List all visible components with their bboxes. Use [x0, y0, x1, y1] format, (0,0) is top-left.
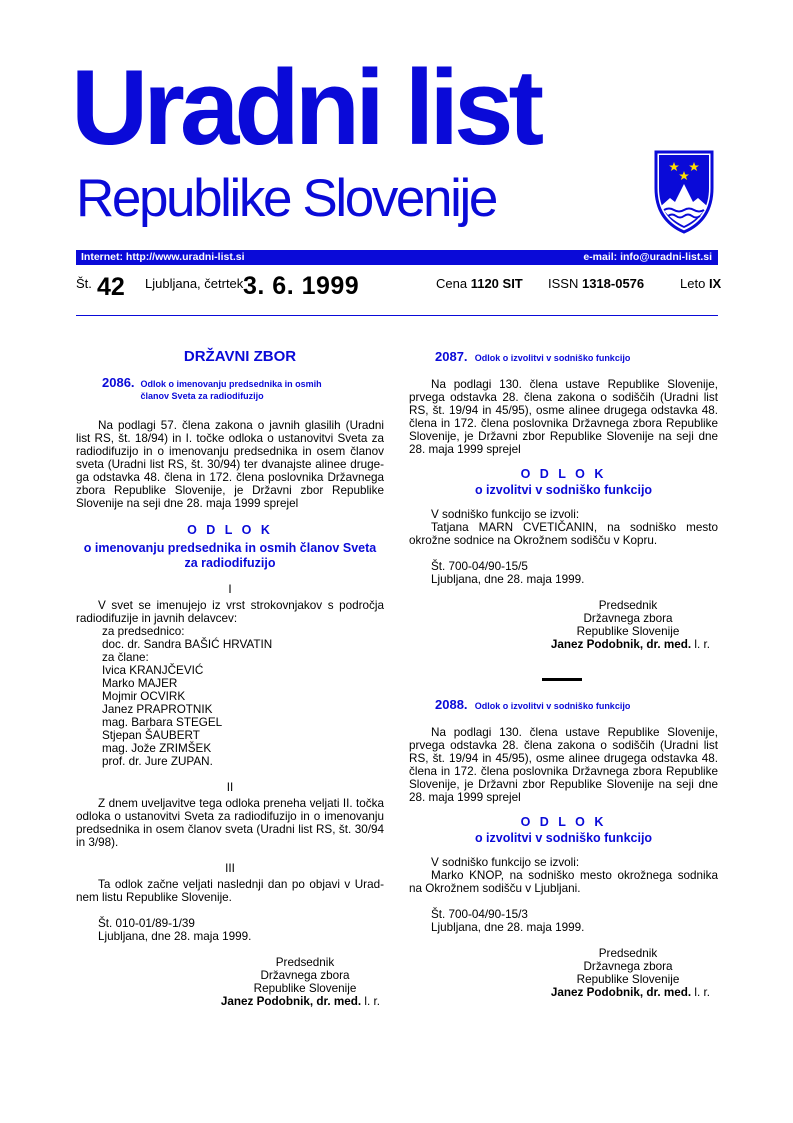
appointee-line: prof. dr. Jure ZUPAN. [102, 755, 213, 768]
roman-2: II [226, 781, 234, 794]
sig-title-2: Državnega zbora [583, 612, 673, 625]
appointee-list [102, 625, 384, 768]
appointee-line: mag. Jože ZRIMŠEK [102, 742, 212, 755]
sig-title-1: Predsednik [598, 947, 658, 960]
price-label: Cena [436, 276, 468, 291]
appointee-line: Mojmir OCVIRK [102, 690, 186, 703]
issn-label: ISSN [548, 276, 579, 291]
right-column-lower [409, 698, 718, 999]
doc-2088-place-date: Ljubljana, dne 28. maja 1999. [431, 921, 585, 934]
doc-2086-p3: Ta odlok začne veljati naslednji dan po objavi v Uradnem listu Republike Slovenije. [76, 878, 384, 904]
issue-st-label: Št. [76, 276, 92, 291]
appointee-line: Marko MAJER [102, 677, 178, 690]
issue-price [436, 276, 523, 291]
header-rule [76, 315, 718, 316]
doc-2088-odlok: O D L O K [520, 815, 607, 829]
doc-2087-number: 2087. [435, 349, 468, 364]
price-value: 1120 SIT [470, 276, 523, 291]
doc-2086-p1: V svet se imenujejo iz vrst strokovnjakov s področja radiodifuzije in javnih delavcev: [76, 599, 384, 625]
masthead-subtitle: Republike Slovenije [76, 169, 496, 228]
appointee-line: mag. Barbara STEGEL [102, 716, 223, 729]
doc-2086-title-2: članov Sveta za radiodifuzijo [140, 391, 264, 401]
doc-2086-ref: Št. 010-01/89-1/39 [98, 917, 195, 930]
doc-2086-signer [76, 995, 380, 1008]
doc-2087-odlok-title: o izvolitvi v sodniško funkcijo [474, 483, 653, 497]
signer-lr: l. r. [691, 986, 710, 999]
doc-2087-title: Odlok o izvolitvi v sodniško funkcijo [474, 353, 631, 363]
doc-2086-title-1: Odlok o imenovanju predsednika in osmih [140, 379, 322, 389]
roman-1: I [228, 583, 232, 596]
doc-2087-p1: V sodniško funkcijo se izvoli: [431, 508, 580, 521]
contact-bar [76, 250, 718, 265]
issue-issn [548, 276, 644, 291]
doc-2088-header [435, 698, 718, 713]
left-column [76, 350, 384, 1008]
issue-place-day: Ljubljana, četrtek [145, 276, 244, 291]
sig-title-1: Predsednik [598, 599, 658, 612]
right-column [409, 350, 718, 651]
doc-2088-ref: Št. 700-04/90-15/3 [431, 908, 528, 921]
sig-title-2: Državnega zbora [260, 969, 350, 982]
signer-name: Janez Podobnik, dr. med. [550, 986, 692, 999]
signer-lr: l. r. [691, 638, 710, 651]
doc-2086-title [141, 378, 322, 402]
doc-2086-place-date: Ljubljana, dne 28. maja 1999. [98, 930, 252, 943]
doc-2088-p2: Marko KNOP, na sodniško mesto okrožnega sodnika na Okrožnem sodišču v Ljubljani. [409, 869, 718, 895]
doc-2087-signer [409, 638, 710, 651]
doc-2087-intro: Na podlagi 130. člena ustave Republike Slovenije, prvega odstavka 28. člena zakona o sodiščih (Uradni list RS, št. 19/94 in 45/95), osme alinee drugega odstavka 48. člena in 172. člena poslovnika Državnega zbora Republike Slovenije, je Državni zbor Republike Slovenije na seji dne 28. maja 1999 sprejel [409, 378, 718, 456]
sig-title-1: Predsednik [275, 956, 335, 969]
sig-title-3: Republike Slovenije [576, 625, 680, 638]
doc-2088-number: 2088. [435, 697, 468, 712]
doc-2087-p2: Tatjana MARN CVETIČANIN, na sodniško mesto okrožne sodnice na Okrožnem sodišču v Kopru. [409, 521, 718, 547]
issn-value: 1318-0576 [581, 276, 645, 291]
year-label: Leto [680, 276, 706, 291]
appointee-line: za člane: [102, 651, 149, 664]
doc-2087-ref: Št. 700-04/90-15/5 [431, 560, 528, 573]
email-link[interactable]: e-mail: info@uradni-list.si [583, 251, 712, 263]
doc-2086-number: 2086. [102, 375, 135, 390]
appointee-line: Stjepan ŠAUBERT [102, 729, 200, 742]
sig-title-2: Državnega zbora [583, 960, 673, 973]
doc-2088-intro: Na podlagi 130. člena ustave Republike Slovenije, prvega odstavka 28. člena zakona o sodiščih (Uradni list RS, št. 19/94 in 45/95), osme alinee drugega odstavka 48. člena in 172. člena poslovnika Državnega zbora Republike Slovenije, je Državni zbor Republike Slovenije na seji dne 28. maja 1999 sprejel [409, 726, 718, 804]
roman-3: III [225, 862, 235, 875]
doc-2087-signature [567, 599, 689, 638]
issue-number: 42 [97, 273, 125, 301]
year-value: IX [708, 276, 722, 291]
signer-name: Janez Podobnik, dr. med. [220, 995, 362, 1008]
doc-2088-title: Odlok o izvolitvi v sodniško funkcijo [474, 701, 631, 711]
sig-title-3: Republike Slovenije [253, 982, 357, 995]
doc-2087-place-date: Ljubljana, dne 28. maja 1999. [431, 573, 585, 586]
internet-link[interactable]: Internet: http://www.uradni-list.si [81, 251, 245, 263]
doc-2088-p1: V sodniško funkcijo se izvoli: [431, 856, 580, 869]
issue-date: 3. 6. 1999 [243, 272, 360, 300]
doc-2088-signature [567, 947, 689, 986]
doc-2086-intro: Na podlagi 57. člena zakona o javnih glasilih (Uradni list RS, št. 18/94) in I. točke odloka o ustanovitvi Sveta za radiodifuzijo in o imenovanju predsednika in osem članov sveta (Uradni list RS, št. 30/94) ter dvanajste alinee drugega odstavka 48. člena in 172. člena poslovnika Državnega zbora Republike Slovenije, je Državni zbor Republike Slovenije na seji dne 28. maja 1999 sprejel [76, 419, 384, 510]
slovenia-coat-of-arms-icon [650, 148, 718, 241]
doc-2086-signature [244, 956, 366, 995]
doc-2086-odlok-title: o imenovanju predsednika in osmih članov Sveta za radiodifuzijo [83, 541, 377, 570]
appointee-line: doc. dr. Sandra BAŠIĆ HRVATIN [102, 638, 273, 651]
doc-2088-odlok-title: o izvolitvi v sodniško funkcijo [474, 831, 653, 845]
doc-2086-odlok: O D L O K [187, 523, 273, 537]
doc-2087-odlok: O D L O K [520, 467, 607, 481]
document-separator [542, 678, 582, 681]
doc-2087-header [435, 350, 718, 365]
signer-lr: l. r. [361, 995, 380, 1008]
signer-name: Janez Podobnik, dr. med. [550, 638, 692, 651]
masthead-title: Uradni list [71, 47, 540, 167]
doc-2088-signer [409, 986, 710, 999]
appointee-line: Janez PRAPROTNIK [102, 703, 213, 716]
doc-2086-header [102, 376, 384, 402]
issue-year [680, 276, 721, 291]
appointee-line: za predsednico: [102, 625, 185, 638]
section-title: DRŽAVNI ZBOR [183, 348, 297, 365]
doc-2086-p2: Z dnem uveljavitve tega odloka preneha veljati II. točka odloka o ustanovitvi Sveta za radiodifuzijo in o imenovanju predsednika in osem članov sveta (Uradni list RS, št. 30/94 in 3/98). [76, 797, 384, 849]
sig-title-3: Republike Slovenije [576, 973, 680, 986]
appointee-line: Ivica KRANJČEVIĆ [102, 664, 204, 677]
